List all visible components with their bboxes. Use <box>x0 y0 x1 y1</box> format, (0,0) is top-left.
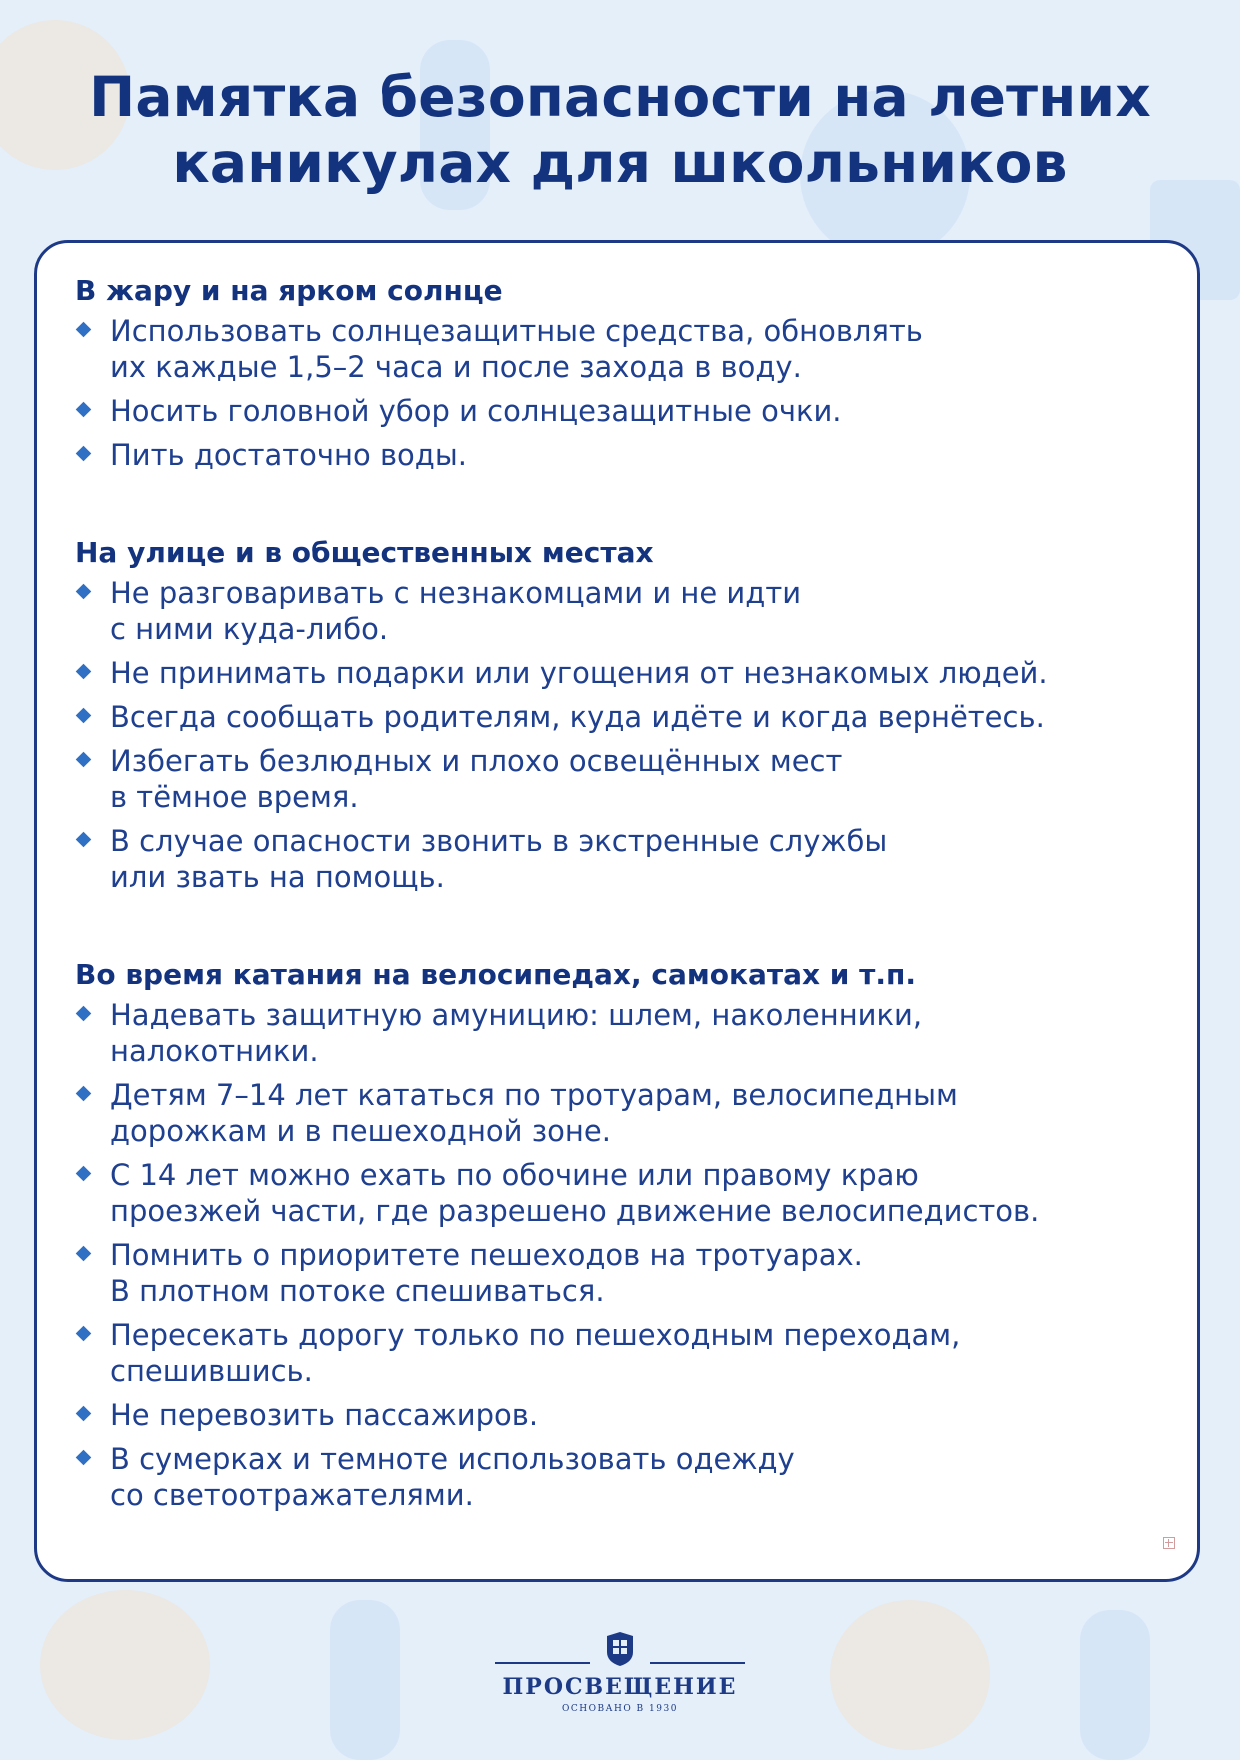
list-item-line: проезжей части, где разрешено движение велосипедистов. <box>110 1194 1040 1228</box>
logo-divider <box>495 1662 590 1664</box>
bottle-decoration-icon <box>330 1600 400 1760</box>
section-heat <box>75 273 1157 473</box>
diamond-bullet-icon <box>76 322 92 338</box>
sun-decoration-icon <box>830 1600 990 1750</box>
list-item-text <box>110 823 1157 895</box>
list-item-line: Избегать безлюдных и плохо освещённых мест <box>110 744 843 778</box>
bottle-decoration-icon <box>1080 1610 1150 1760</box>
diamond-bullet-icon <box>76 402 92 418</box>
diamond-bullet-icon <box>76 1246 92 1262</box>
list-item-line: со светоотражателями. <box>110 1478 474 1512</box>
diamond-bullet-icon <box>76 584 92 600</box>
list-item-text <box>110 699 1157 735</box>
list-item <box>75 823 1157 895</box>
section-cycling <box>75 957 1157 1513</box>
list-item-line: с ними куда-либо. <box>110 612 389 646</box>
diamond-bullet-icon <box>76 664 92 680</box>
list-item-line: налокотники. <box>110 1034 319 1068</box>
list-item-line: Использовать солнцезащитные средства, обновлять <box>110 314 923 348</box>
list-item-text <box>110 575 1157 647</box>
diamond-bullet-icon <box>76 1086 92 1102</box>
list-item-text <box>110 1317 1157 1389</box>
section-heading: Во время катания на велосипедах, самокатах и т.п. <box>75 958 917 991</box>
diamond-bullet-icon <box>76 832 92 848</box>
list-item <box>75 1077 1157 1149</box>
list-item-text <box>110 1077 1157 1149</box>
list-item-text <box>110 313 1157 385</box>
rule-list <box>75 997 1157 1513</box>
rule-list <box>75 313 1157 473</box>
page-title-line: Памятка безопасности на летних <box>89 65 1151 129</box>
list-item-text <box>110 393 1157 429</box>
shield-emblem-icon <box>605 1630 635 1668</box>
list-item-line: Пить достаточно воды. <box>110 438 467 472</box>
diamond-bullet-icon <box>76 1326 92 1342</box>
list-item-text <box>110 437 1157 473</box>
list-item <box>75 1237 1157 1309</box>
list-item <box>75 575 1157 647</box>
list-item-line: Не разговаривать с незнакомцами и не идти <box>110 576 802 610</box>
section-street <box>75 535 1157 895</box>
list-item <box>75 1441 1157 1513</box>
list-item-line: в тёмное время. <box>110 780 359 814</box>
list-item <box>75 699 1157 735</box>
list-item-text <box>110 655 1157 691</box>
list-item-text <box>110 997 1157 1069</box>
list-item <box>75 1397 1157 1433</box>
rule-list <box>75 575 1157 895</box>
list-item-line: Детям 7–14 лет кататься по тротуарам, велосипедным <box>110 1078 958 1112</box>
list-item-line: их каждые 1,5–2 часа и после захода в воду. <box>110 350 802 384</box>
plus-square-icon <box>1163 1537 1175 1549</box>
list-item-line: или звать на помощь. <box>110 860 445 894</box>
list-item <box>75 997 1157 1069</box>
list-item <box>75 313 1157 385</box>
list-item-text <box>110 1237 1157 1309</box>
list-item <box>75 437 1157 473</box>
list-item-line: дорожкам и в пешеходной зоне. <box>110 1114 611 1148</box>
list-item-line: Пересекать дорогу только по пешеходным переходам, <box>110 1318 961 1352</box>
list-item-line: В случае опасности звонить в экстренные службы <box>110 824 888 858</box>
memo-card <box>34 240 1200 1582</box>
list-item <box>75 1157 1157 1229</box>
diamond-bullet-icon <box>76 1006 92 1022</box>
diamond-bullet-icon <box>76 446 92 462</box>
logo-divider <box>650 1662 745 1664</box>
list-item-text <box>110 1397 1157 1433</box>
publisher-logo <box>495 1630 745 1720</box>
sun-decoration-icon <box>40 1590 210 1740</box>
section-heading: В жару и на ярком солнце <box>75 274 503 307</box>
page-title <box>0 64 1240 196</box>
page-title-line: каникулах для школьников <box>172 131 1068 195</box>
list-item-text <box>110 743 1157 815</box>
list-item-line: Надевать защитную амуницию: шлем, наколенники, <box>110 998 923 1032</box>
list-item-line: Всегда сообщать родителям, куда идёте и когда вернётесь. <box>110 700 1045 734</box>
logo-tagline: ОСНОВАНО В 1930 <box>562 1704 678 1714</box>
list-item-line: В плотном потоке спешиваться. <box>110 1274 605 1308</box>
diamond-bullet-icon <box>76 1166 92 1182</box>
list-item-line: Не перевозить пассажиров. <box>110 1398 539 1432</box>
list-item-line: спешившись. <box>110 1354 313 1388</box>
list-item-line: В сумерках и темноте использовать одежду <box>110 1442 795 1476</box>
diamond-bullet-icon <box>76 1406 92 1422</box>
list-item <box>75 655 1157 691</box>
list-item-line: Не принимать подарки или угощения от незнакомых людей. <box>110 656 1048 690</box>
list-item <box>75 1317 1157 1389</box>
logo-name: ПРОСВЕЩЕНИЕ <box>502 1674 738 1700</box>
list-item <box>75 743 1157 815</box>
list-item-line: Носить головной убор и солнцезащитные очки. <box>110 394 842 428</box>
section-heading: На улице и в общественных местах <box>75 536 654 569</box>
list-item-line: Помнить о приоритете пешеходов на тротуарах. <box>110 1238 863 1272</box>
list-item-line: С 14 лет можно ехать по обочине или правому краю <box>110 1158 919 1192</box>
diamond-bullet-icon <box>76 708 92 724</box>
list-item <box>75 393 1157 429</box>
diamond-bullet-icon <box>76 1450 92 1466</box>
list-item-text <box>110 1157 1157 1229</box>
list-item-text <box>110 1441 1157 1513</box>
diamond-bullet-icon <box>76 752 92 768</box>
